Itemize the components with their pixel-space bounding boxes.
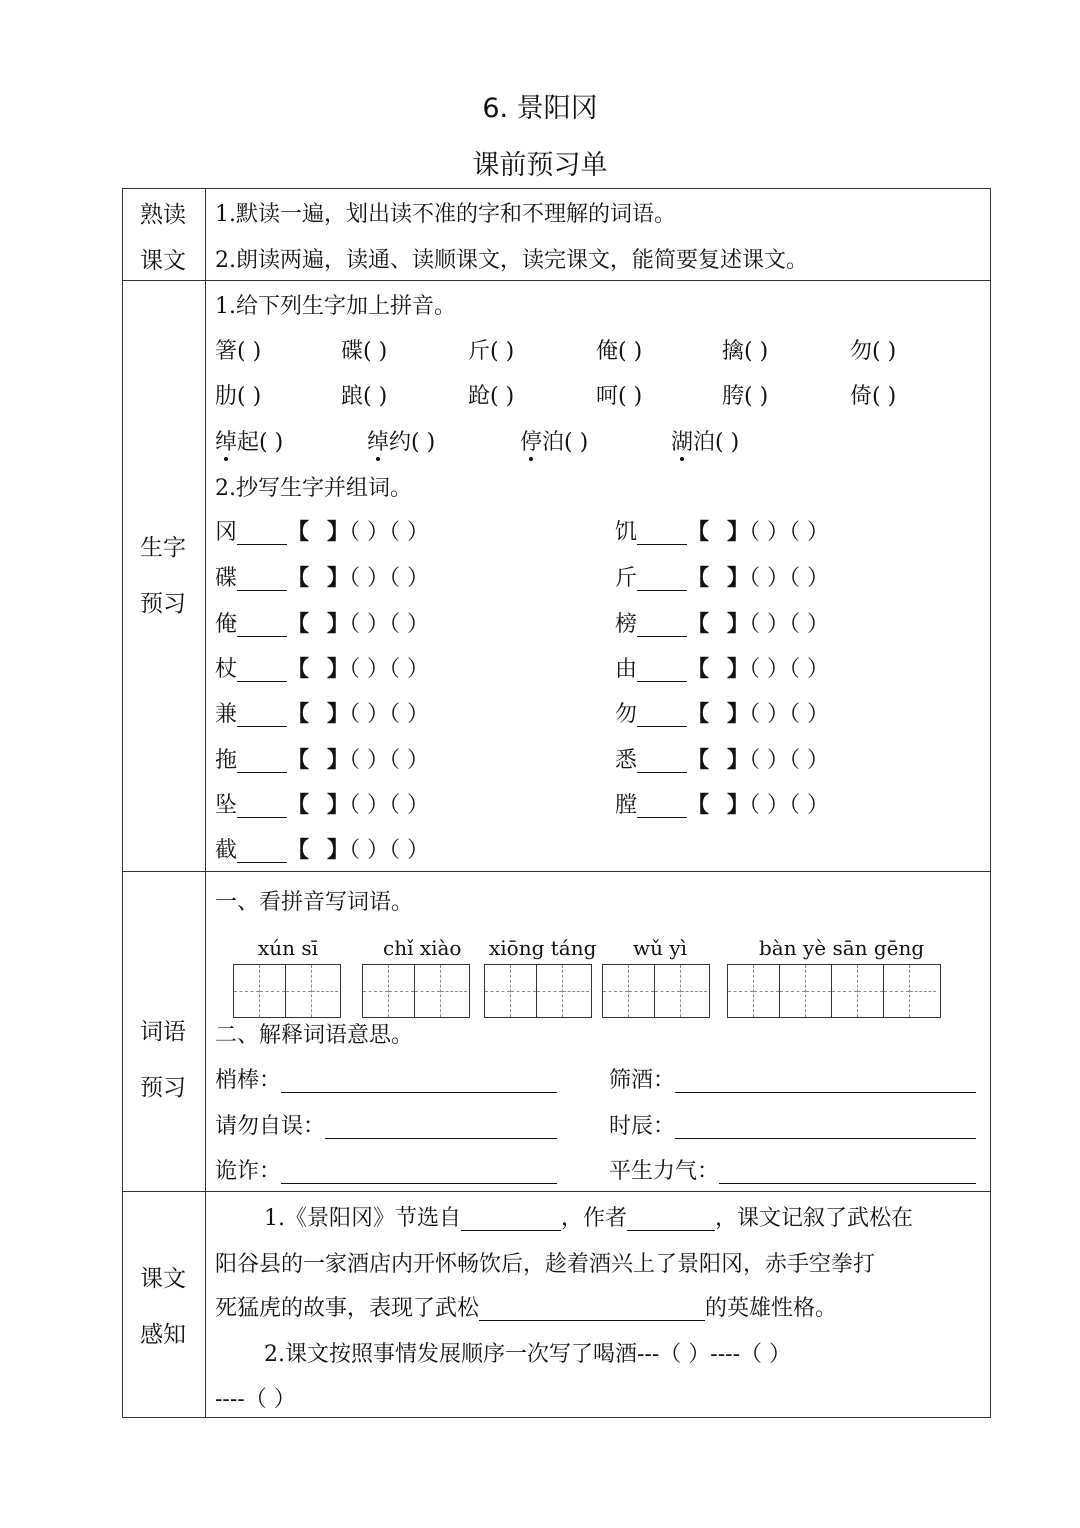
- bracket-close: 】: [327, 612, 350, 637]
- row-divider: [123, 871, 990, 872]
- bracket-close: 】: [327, 793, 350, 818]
- pinyin-word-item[interactable]: 绰起( ): [215, 430, 284, 455]
- pinyin-item[interactable]: 肋( ): [215, 384, 262, 409]
- dotted-character: 湖: [671, 430, 694, 455]
- reading-item-1: 1.默读一遍，划出读不准的字和不理解的词语。: [215, 202, 676, 227]
- pinyin-item[interactable]: 倚( ): [850, 384, 897, 409]
- term-label: 诡诈：: [215, 1159, 282, 1184]
- reading-item-2: 2.朗读两遍，读通、读顺课文，读完课文，能简要复述课文。: [215, 248, 808, 273]
- character: 冈: [215, 520, 238, 545]
- pinyin-item[interactable]: 胯( ): [722, 384, 769, 409]
- definition-blank[interactable]: [325, 1116, 557, 1139]
- character: 胯: [722, 384, 745, 409]
- pinyin-blank[interactable]: [237, 750, 287, 773]
- pinyin-blank[interactable]: [637, 704, 687, 727]
- character: 兼: [215, 702, 238, 727]
- row-divider: [123, 280, 990, 281]
- bracket-open: 【: [287, 520, 310, 545]
- bracket-open: 【: [287, 793, 310, 818]
- character: 悉: [615, 748, 638, 773]
- pinyin-blank[interactable]: [237, 704, 287, 727]
- bracket-open: 【: [687, 657, 710, 682]
- character: 榜: [615, 612, 638, 637]
- definition-blank[interactable]: [675, 1116, 976, 1139]
- author-blank[interactable]: [627, 1208, 715, 1231]
- character: 呵: [596, 384, 619, 409]
- copy-row[interactable]: 悉 【 】（ ）（ ）: [615, 748, 830, 773]
- bracket-open: 【: [687, 748, 710, 773]
- character: 斤: [468, 339, 491, 364]
- source-blank[interactable]: [461, 1208, 561, 1231]
- pinyin-blank[interactable]: [237, 614, 287, 637]
- pinyin-blank[interactable]: [637, 659, 687, 682]
- term-left[interactable]: [215, 1161, 557, 1184]
- pinyin-blank[interactable]: [237, 840, 287, 863]
- bracket-close: 】: [727, 520, 750, 545]
- bracket-close: 】: [727, 612, 750, 637]
- comprehension-line-2: 阳谷县的一家酒店内开怀畅饮后，趁着酒兴上了景阳冈，赤手空拳打: [215, 1252, 876, 1277]
- pinyin-prompt-2: chǐ xiào: [383, 936, 462, 960]
- pinyin-blank[interactable]: [637, 568, 687, 591]
- bracket-open: 【: [687, 612, 710, 637]
- section-label-comprehension: 课文: [140, 1266, 186, 1292]
- term-label: 时辰：: [609, 1114, 676, 1139]
- character: 截: [215, 838, 238, 863]
- copy-row[interactable]: 碟 【 】（ ）（ ）: [215, 566, 430, 591]
- pinyin-blank[interactable]: [637, 614, 687, 637]
- comprehension-line-1: [264, 1208, 913, 1231]
- bracket-open: 【: [287, 702, 310, 727]
- q1-text-d: 死猛虎的故事，表现了武松: [215, 1296, 480, 1321]
- bracket-close: 】: [727, 793, 750, 818]
- pinyin-item[interactable]: 跄( ): [468, 384, 515, 409]
- copy-row[interactable]: 饥 【 】（ ）（ ）: [615, 520, 830, 545]
- pinyin-prompt-3: xiōng táng: [489, 936, 597, 960]
- pinyin-blank[interactable]: [637, 522, 687, 545]
- character: 杖: [215, 657, 238, 682]
- sequence-question-2: ----（ ）: [215, 1387, 296, 1412]
- writing-grid-1[interactable]: [233, 964, 341, 1018]
- copy-row[interactable]: 杖 【 】（ ）（ ）: [215, 657, 430, 682]
- section-label-characters-2: 预习: [140, 591, 186, 617]
- bracket-close: 】: [327, 657, 350, 682]
- pinyin-item[interactable]: 碟( ): [341, 339, 388, 364]
- write-words-instruction: 一、看拼音写词语。: [215, 890, 414, 915]
- pinyin-item[interactable]: 斤( ): [468, 339, 515, 364]
- bracket-open: 【: [287, 748, 310, 773]
- q1-text-e: 的英雄性格。: [705, 1296, 838, 1321]
- character: 饥: [615, 520, 638, 545]
- copy-row[interactable]: 斤 【 】（ ）（ ）: [615, 566, 830, 591]
- term-right[interactable]: [609, 1070, 976, 1093]
- sequence-question: 2.课文按照事情发展顺序一次写了喝酒---（ ）----（ ）: [264, 1342, 792, 1367]
- pinyin-blank[interactable]: [237, 795, 287, 818]
- section-label-comprehension-2: 感知: [140, 1322, 186, 1348]
- pinyin-item[interactable]: 勿( ): [850, 339, 897, 364]
- character: 勿: [615, 702, 638, 727]
- bracket-close: 】: [727, 702, 750, 727]
- writing-grid-5[interactable]: [727, 964, 941, 1018]
- q1-text-c: ，课文记叙了武松在: [715, 1206, 914, 1231]
- dotted-character: 绰: [215, 430, 238, 455]
- column-divider: [205, 189, 206, 1417]
- pinyin-blank[interactable]: [237, 522, 287, 545]
- pinyin-item[interactable]: 箸( ): [215, 339, 262, 364]
- character: 碟: [341, 339, 364, 364]
- character: 倚: [850, 384, 873, 409]
- bracket-close: 】: [727, 657, 750, 682]
- copy-row[interactable]: 膛 【 】（ ）（ ）: [615, 793, 830, 818]
- section-label-reading-2: 课文: [140, 248, 186, 274]
- character: 俺: [596, 339, 619, 364]
- term-right[interactable]: [609, 1116, 976, 1139]
- bracket-close: 】: [327, 702, 350, 727]
- character: 踉: [341, 384, 364, 409]
- section-label-words: 词语: [140, 1019, 186, 1045]
- term-label: 平生力气：: [609, 1159, 720, 1184]
- character: 俺: [215, 612, 238, 637]
- bracket-open: 【: [687, 793, 710, 818]
- writing-grid-4[interactable]: [602, 964, 710, 1018]
- copy-row[interactable]: 坠 【 】（ ）（ ）: [215, 793, 430, 818]
- term-left[interactable]: [215, 1070, 557, 1093]
- pinyin-item[interactable]: 踉( ): [341, 384, 388, 409]
- character: 泊: [693, 430, 716, 455]
- pinyin-blank[interactable]: [237, 659, 287, 682]
- section-label-words-2: 预习: [140, 1075, 186, 1101]
- copy-row[interactable]: 榜 【 】（ ）（ ）: [615, 612, 830, 637]
- bracket-open: 【: [687, 566, 710, 591]
- bracket-open: 【: [287, 612, 310, 637]
- term-label: 梢棒：: [215, 1068, 282, 1093]
- bracket-open: 【: [287, 838, 310, 863]
- copy-row[interactable]: 冈 【 】（ ）（ ）: [215, 520, 430, 545]
- term-right[interactable]: [609, 1161, 976, 1184]
- bracket-close: 】: [727, 748, 750, 773]
- copy-instruction: 2.抄写生字并组词。: [215, 476, 412, 501]
- q1-text-b: ，作者: [561, 1206, 628, 1231]
- bracket-open: 【: [287, 566, 310, 591]
- character: 箸: [215, 339, 238, 364]
- bracket-close: 】: [327, 838, 350, 863]
- explain-instruction: 二、解释词语意思。: [215, 1023, 414, 1048]
- pinyin-blank[interactable]: [637, 750, 687, 773]
- term-left[interactable]: [215, 1116, 557, 1139]
- pinyin-prompt-5: bàn yè sān gēng: [759, 936, 925, 960]
- pinyin-blank[interactable]: [237, 568, 287, 591]
- bracket-close: 】: [327, 520, 350, 545]
- copy-row[interactable]: 兼 【 】（ ）（ ）: [215, 702, 430, 727]
- character: 拖: [215, 748, 238, 773]
- pinyin-prompt-1: xún sī: [258, 936, 319, 960]
- worksheet-subtitle: 课前预习单: [472, 150, 608, 181]
- dotted-character: 停: [520, 430, 543, 455]
- bracket-open: 【: [287, 657, 310, 682]
- copy-row[interactable]: 俺 【 】（ ）（ ）: [215, 612, 430, 637]
- character: 坠: [215, 793, 238, 818]
- pinyin-item[interactable]: 俺( ): [596, 339, 643, 364]
- copy-row[interactable]: 拖 【 】（ ）（ ）: [215, 748, 430, 773]
- lesson-title: 6. 景阳冈: [482, 93, 598, 124]
- dotted-character: 绰: [367, 430, 390, 455]
- character: 擒: [722, 339, 745, 364]
- row-divider: [123, 1191, 990, 1192]
- character: 膛: [615, 793, 638, 818]
- character: 泊: [542, 430, 565, 455]
- copy-row[interactable]: 由 【 】（ ）（ ）: [615, 657, 830, 682]
- bracket-open: 【: [687, 702, 710, 727]
- pinyin-blank[interactable]: [637, 795, 687, 818]
- pinyin-item[interactable]: 擒( ): [722, 339, 769, 364]
- section-label-characters: 生字: [140, 535, 186, 561]
- bracket-close: 】: [327, 748, 350, 773]
- bracket-close: 】: [327, 566, 350, 591]
- character: 跄: [468, 384, 491, 409]
- definition-blank[interactable]: [281, 1161, 557, 1184]
- bracket-close: 】: [727, 566, 750, 591]
- pinyin-prompt-4: wǔ yì: [633, 936, 688, 960]
- pinyin-word-item[interactable]: 绰约( ): [367, 430, 436, 455]
- definition-blank[interactable]: [281, 1070, 557, 1093]
- term-label: 请勿自误：: [215, 1114, 326, 1139]
- character: 起: [237, 430, 260, 455]
- writing-grid-2[interactable]: [362, 964, 470, 1018]
- pinyin-instruction: 1.给下列生字加上拼音。: [215, 294, 456, 319]
- term-label: 筛酒：: [609, 1068, 676, 1093]
- character: 碟: [215, 566, 238, 591]
- character: 由: [615, 657, 638, 682]
- pinyin-word-item[interactable]: 停泊( ): [520, 430, 589, 455]
- character: 肋: [215, 384, 238, 409]
- character: 勿: [850, 339, 873, 364]
- q1-text-a: 1.《景阳冈》节选自: [264, 1206, 461, 1231]
- section-label-reading: 熟读: [140, 202, 186, 228]
- writing-grid-3[interactable]: [484, 964, 592, 1018]
- definition-blank[interactable]: [719, 1161, 976, 1184]
- pinyin-word-item[interactable]: 湖泊( ): [671, 430, 740, 455]
- pinyin-item[interactable]: 呵( ): [596, 384, 643, 409]
- copy-row[interactable]: 勿 【 】（ ）（ ）: [615, 702, 830, 727]
- comprehension-line-3: [215, 1298, 837, 1321]
- character: 斤: [615, 566, 638, 591]
- character-trait-blank[interactable]: [479, 1298, 705, 1321]
- copy-row[interactable]: 截 【 】（ ）（ ）: [215, 838, 430, 863]
- bracket-open: 【: [687, 520, 710, 545]
- character: 约: [389, 430, 412, 455]
- definition-blank[interactable]: [675, 1070, 976, 1093]
